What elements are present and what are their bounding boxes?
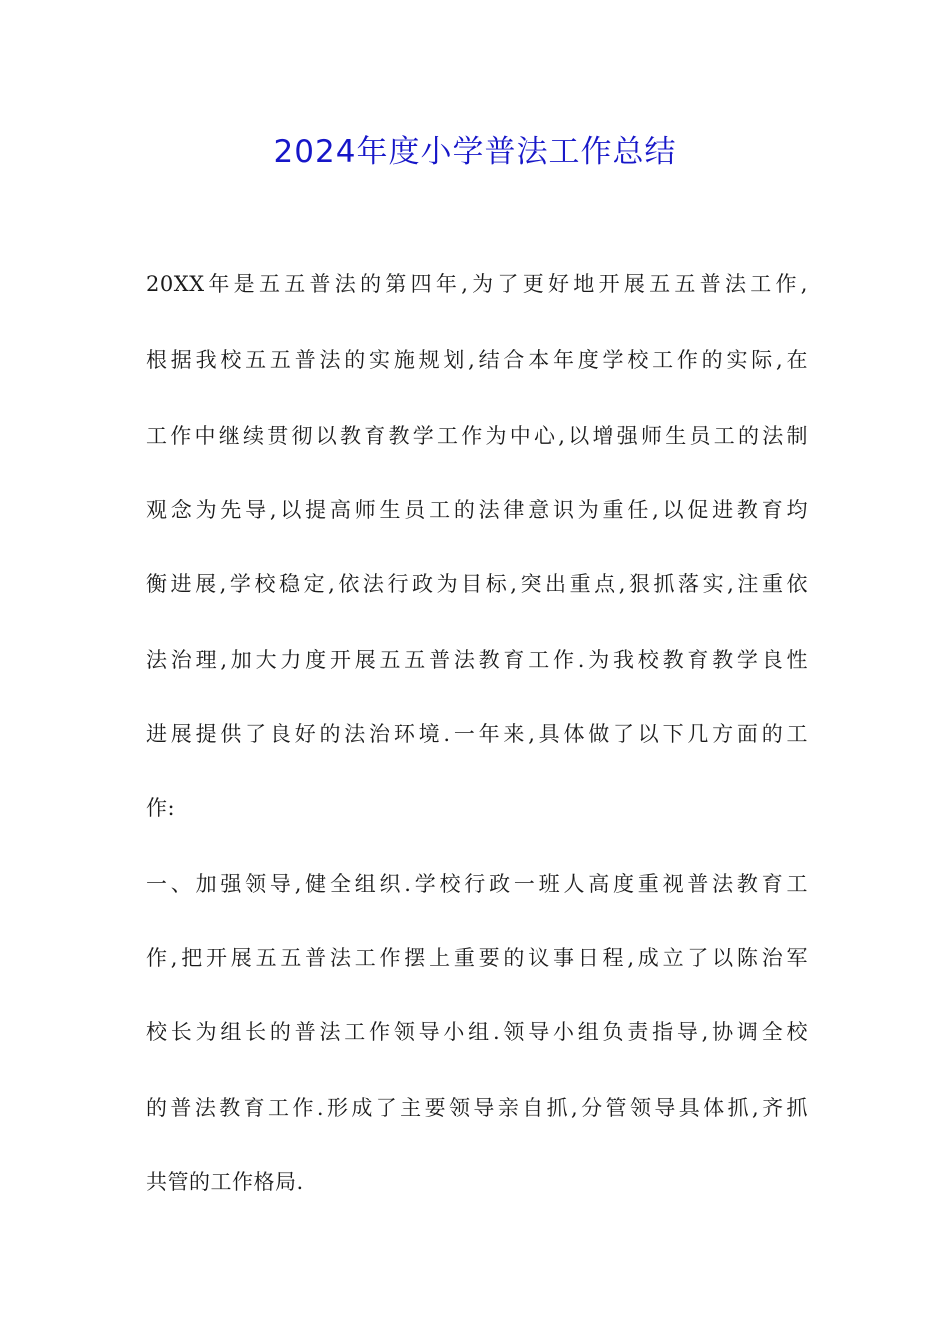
paragraph-line: 校长为组长的普法工作领导小组.领导小组负责指导,协调全校 <box>146 1020 808 1044</box>
paragraph-line: 法治理,加大力度开展五五普法教育工作.为我校教育教学良性 <box>146 648 808 672</box>
document-title: 2024年度小学普法工作总结 <box>273 134 677 170</box>
paragraph-line: 一、加强领导,健全组织.学校行政一班人高度重视普法教育工 <box>146 872 808 896</box>
paragraph-line: 进展提供了良好的法治环境.一年来,具体做了以下几方面的工 <box>146 722 808 746</box>
paragraph-line: 衡进展,学校稳定,依法行政为目标,突出重点,狠抓落实,注重依 <box>146 572 808 596</box>
paragraph-line: 共管的工作格局. <box>146 1170 304 1194</box>
paragraph-line: 20XX年是五五普法的第四年,为了更好地开展五五普法工作, <box>146 272 808 296</box>
paragraph-line: 工作中继续贯彻以教育教学工作为中心,以增强师生员工的法制 <box>146 424 808 448</box>
paragraph-line: 根据我校五五普法的实施规划,结合本年度学校工作的实际,在 <box>146 348 808 372</box>
paragraph-line: 观念为先导,以提高师生员工的法律意识为重任,以促进教育均 <box>146 498 808 522</box>
paragraph-line: 作: <box>146 796 176 820</box>
paragraph-line: 的普法教育工作.形成了主要领导亲自抓,分管领导具体抓,齐抓 <box>146 1096 808 1120</box>
paragraph-line: 作,把开展五五普法工作摆上重要的议事日程,成立了以陈治军 <box>146 946 808 970</box>
